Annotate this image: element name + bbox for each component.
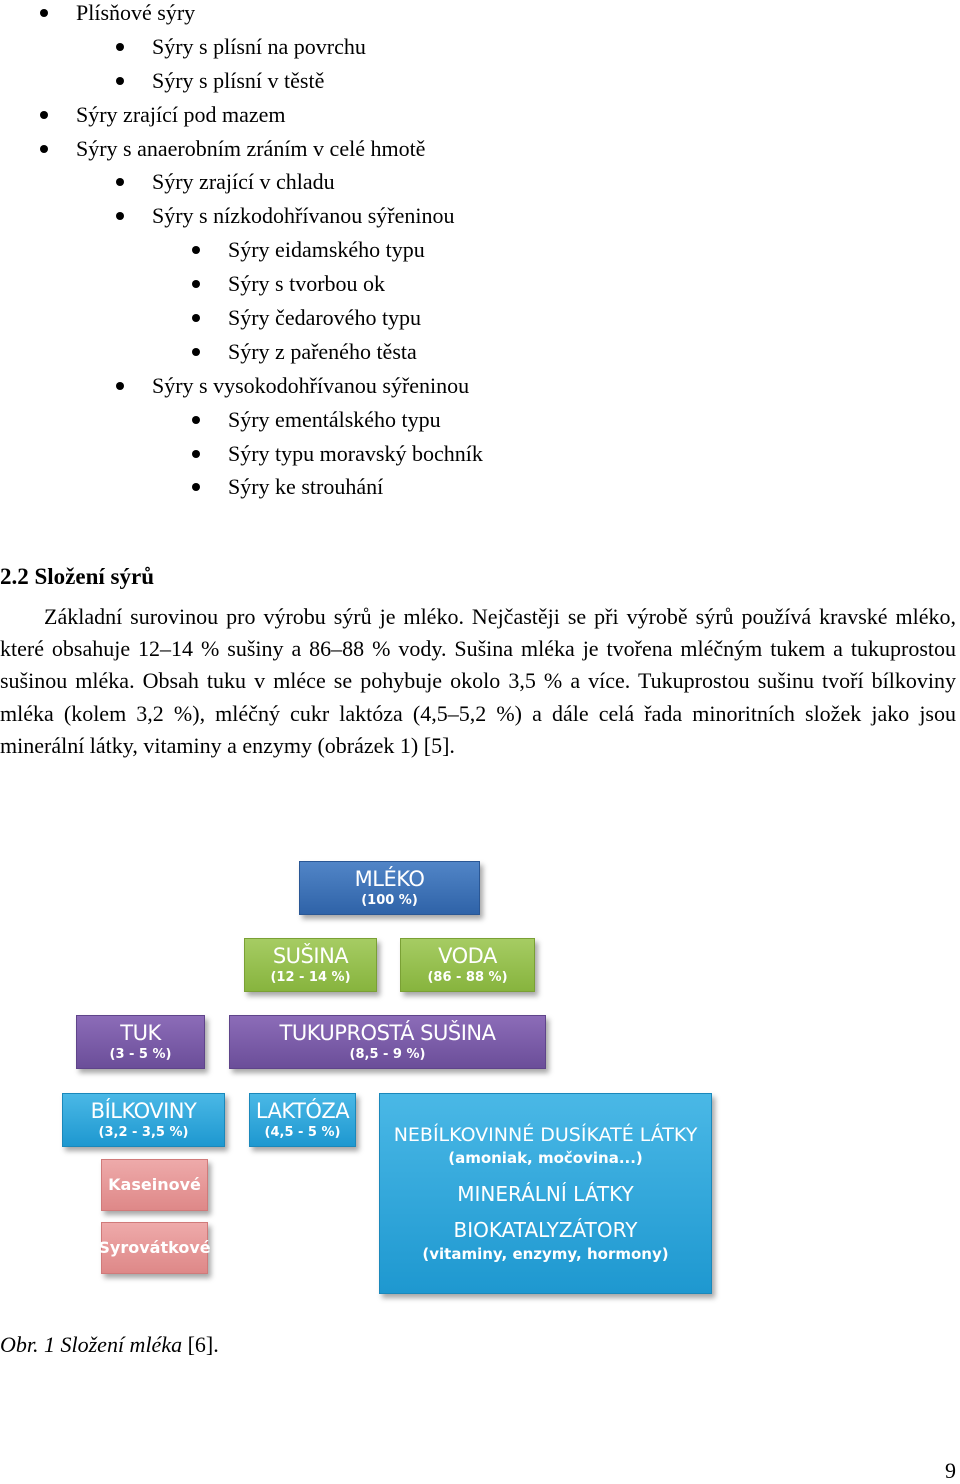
- list-item: Plísňové sýry: [76, 0, 195, 26]
- bullet-icon: [116, 382, 124, 390]
- caption-label: Obr. 1 Složení mléka: [0, 1332, 183, 1357]
- box-subtitle: (8,5 - 9 %): [349, 1046, 426, 1062]
- bullet-icon: [192, 348, 200, 356]
- box-voda: [400, 938, 535, 992]
- bullet-icon: [192, 450, 200, 458]
- list-item: Sýry s anaerobním zráním v celé hmotě: [76, 136, 425, 162]
- box-subtitle: (12 - 14 %): [270, 969, 351, 985]
- box-bilkoviny: [62, 1093, 225, 1147]
- bullet-icon: [116, 178, 124, 186]
- bullet-icon: [192, 416, 200, 424]
- bullet-icon: [116, 77, 124, 85]
- nonprotein-nitrogen-examples: (amoniak, močovina...): [448, 1148, 643, 1167]
- box-title: BÍLKOVINY: [90, 1098, 197, 1123]
- box-title: TUKUPROSTÁ SUŠINA: [279, 1020, 496, 1045]
- box-susina: [244, 938, 377, 992]
- box-title: Syrovátkové: [98, 1238, 211, 1257]
- body-paragraph: [0, 601, 956, 762]
- biocatalysts-examples: (vitaminy, enzymy, hormony): [422, 1244, 669, 1263]
- biocatalysts-label: BIOKATALYZÁTORY: [453, 1217, 638, 1242]
- box-title: VODA: [438, 943, 497, 968]
- box-tuk: [76, 1015, 205, 1069]
- nonprotein-nitrogen-label: NEBÍLKOVINNÉ DUSÍKATÉ LÁTKY: [393, 1123, 698, 1146]
- box-ostatni-slozky: [379, 1093, 712, 1294]
- list-item: Sýry s plísní v těstě: [152, 68, 324, 94]
- minerals-label: MINERÁLNÍ LÁTKY: [457, 1181, 634, 1206]
- box-subtitle: (3,2 - 3,5 %): [98, 1124, 189, 1140]
- box-mleko: [299, 861, 480, 915]
- list-item: Sýry zrající pod mazem: [76, 102, 286, 128]
- box-title: LAKTÓZA: [255, 1098, 350, 1123]
- box-subtitle: (3 - 5 %): [109, 1046, 172, 1062]
- list-item: Sýry s tvorbou ok: [228, 271, 385, 297]
- figure-caption: [0, 1330, 219, 1360]
- bullet-icon: [40, 111, 48, 119]
- bullet-icon: [116, 43, 124, 51]
- list-item: Sýry s plísní na povrchu: [152, 34, 366, 60]
- box-syrovatkove: [98, 1222, 211, 1274]
- paragraph-text: Základní surovinou pro výrobu sýrů je mléko. Nejčastěji se při výrobě sýrů používá kravské mléko, které obsahuje 12–14 % sušiny a 86–88 % vody. Sušina mléka je tvořena mléčným tukem a tukuprostou sušinou mléka. Obsah tuku v mléce se pohybuje okolo 3,5 % a více. Tukuprostou sušinu tvoří bílkoviny mléka (kolem 3,2 %), mléčný cukr laktóza (4,5–5,2 %) a dále celá řada minoritních složek jako jsou minerální látky, vitaminy a enzymy (obrázek 1) [5].: [0, 604, 956, 758]
- box-subtitle: (86 - 88 %): [427, 969, 508, 985]
- bullet-icon: [192, 314, 200, 322]
- box-title: Kaseinové: [108, 1175, 201, 1194]
- list-item: Sýry čedarového typu: [228, 305, 421, 331]
- box-laktoza: [249, 1093, 356, 1147]
- list-item: Sýry ementálského typu: [228, 407, 441, 433]
- box-subtitle: (4,5 - 5 %): [264, 1124, 341, 1140]
- list-item: Sýry ke strouhání: [228, 474, 383, 500]
- bullet-icon: [40, 9, 48, 17]
- bullet-icon: [192, 246, 200, 254]
- list-item: Sýry z pařeného těsta: [228, 339, 417, 365]
- caption-reference: [6].: [182, 1332, 219, 1357]
- box-kaseinove: [101, 1159, 208, 1211]
- bullet-icon: [40, 145, 48, 153]
- list-item: Sýry eidamského typu: [228, 237, 425, 263]
- bullet-icon: [116, 212, 124, 220]
- box-title: MLÉKO: [354, 866, 425, 891]
- bullet-icon: [192, 280, 200, 288]
- box-title: TUK: [120, 1020, 161, 1045]
- page-number: 9: [945, 1458, 956, 1483]
- list-item: Sýry typu moravský bochník: [228, 441, 483, 467]
- box-tukuprosta-susina: [229, 1015, 546, 1069]
- list-item: Sýry s vysokodohřívanou sýřeninou: [152, 373, 469, 399]
- list-item: Sýry zrající v chladu: [152, 169, 335, 195]
- list-item: Sýry s nízkodohřívanou sýřeninou: [152, 203, 454, 229]
- box-title: SUŠINA: [272, 943, 349, 968]
- box-subtitle: (100 %): [361, 892, 418, 908]
- bullet-icon: [192, 483, 200, 491]
- section-heading: 2.2 Složení sýrů: [0, 564, 154, 589]
